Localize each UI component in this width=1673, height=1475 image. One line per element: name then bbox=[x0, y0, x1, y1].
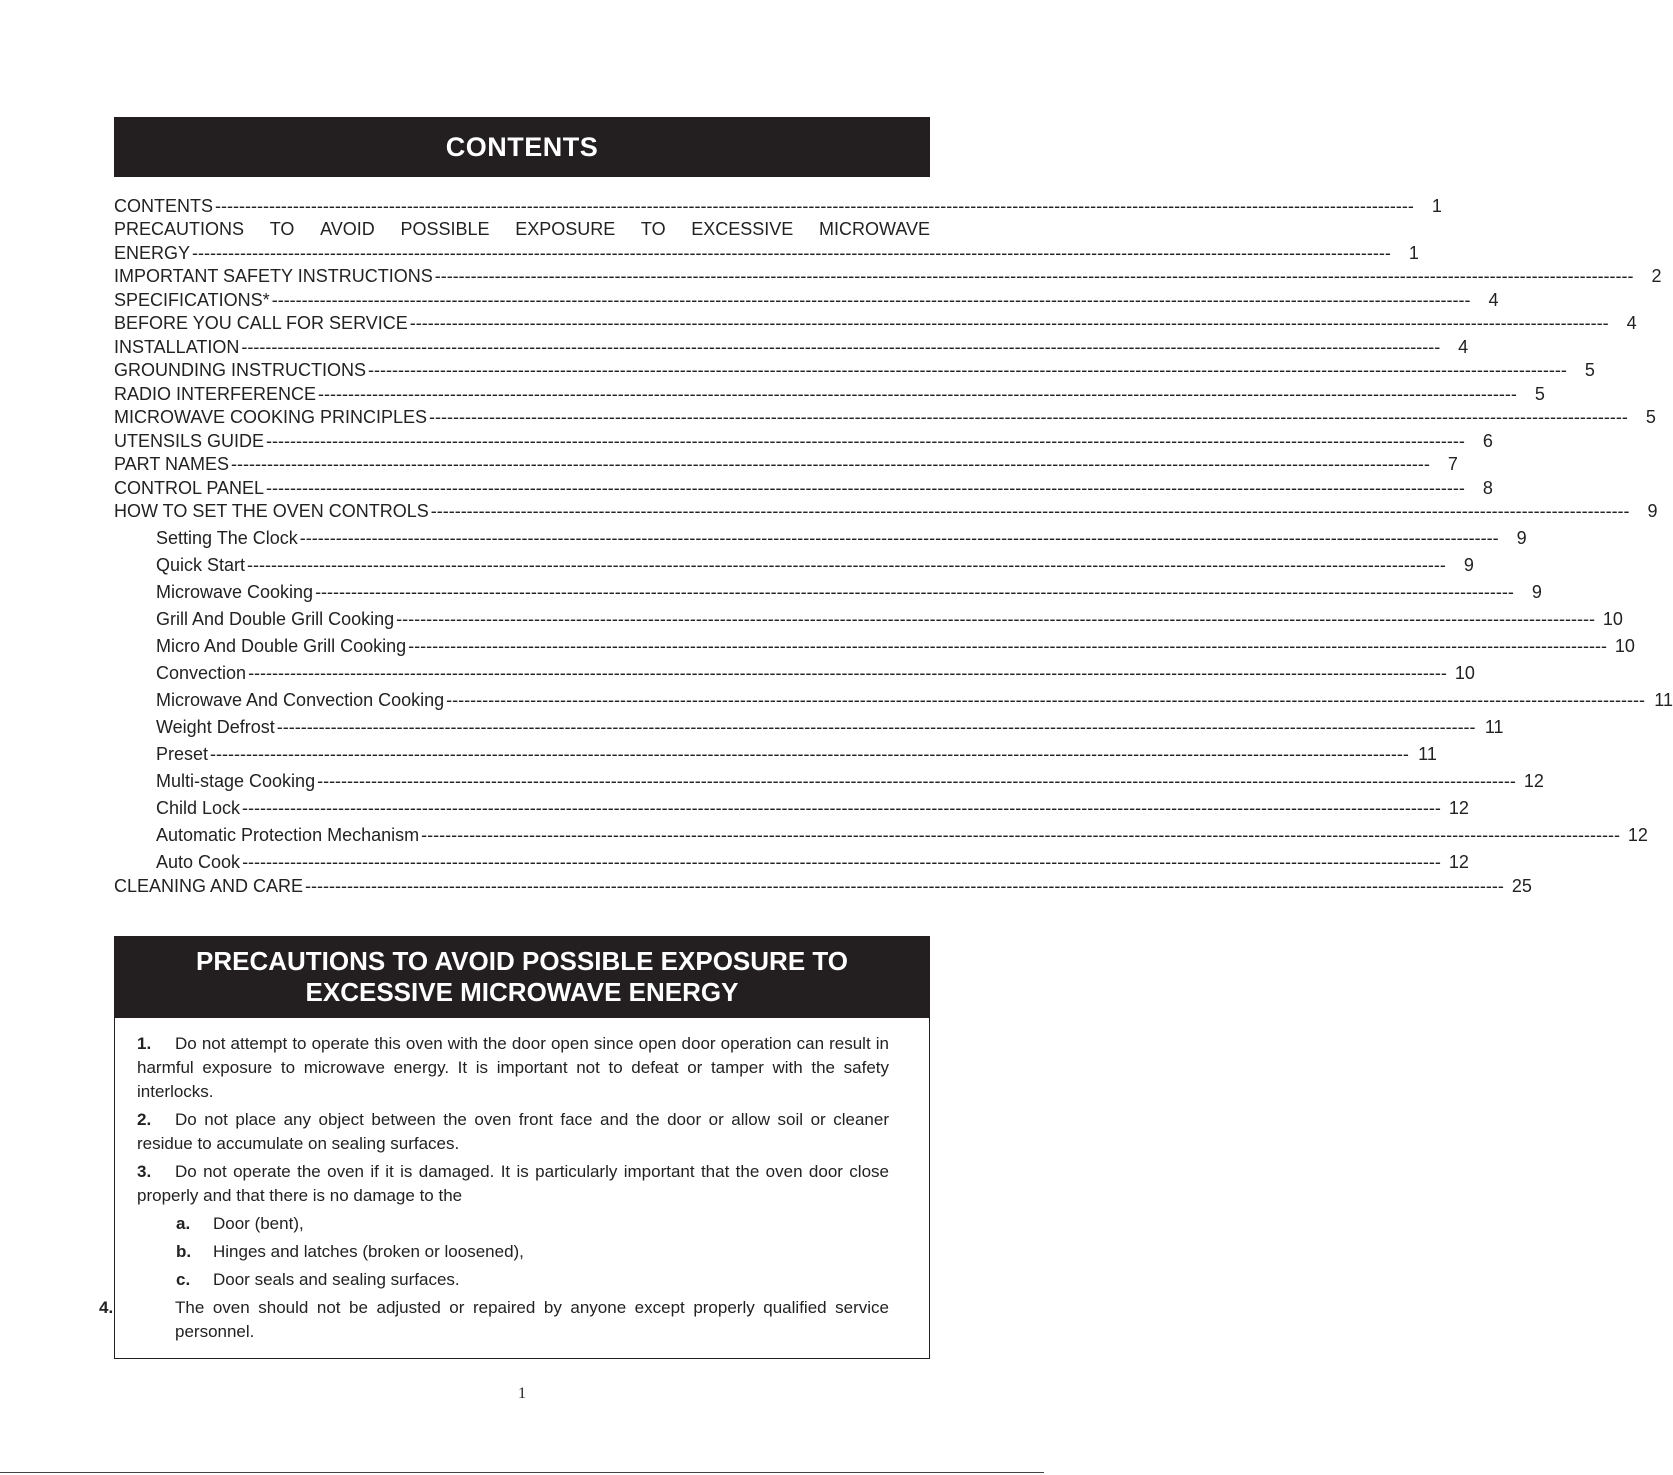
toc-entry-page: 4 bbox=[1626, 313, 1637, 333]
precaution-number: 3. bbox=[137, 1162, 152, 1181]
precaution-subitem-c bbox=[176, 1268, 460, 1292]
toc-entry-page: 1 bbox=[1431, 195, 1442, 216]
toc-entry-title: GROUNDING INSTRUCTIONS bbox=[114, 360, 366, 380]
toc-leader-dashes: -------------------------------------------------------------------------------------------------------------------------------------------------------------------------------------------------------- bbox=[248, 663, 1447, 683]
toc-entry bbox=[114, 499, 1658, 523]
toc-leader-dashes: -------------------------------------------------------------------------------------------------------------------------------------------------------------------------------------------------------- bbox=[247, 555, 1446, 575]
toc-entry-title: IMPORTANT SAFETY INSTRUCTIONS bbox=[114, 266, 433, 286]
toc-entry-title: Microwave And Convection Cooking bbox=[156, 690, 445, 710]
toc-entry-title: Child Lock bbox=[156, 798, 241, 818]
subitem-letter: a. bbox=[176, 1214, 191, 1233]
table-of-contents bbox=[114, 193, 1673, 897]
toc-entry-title: Convection bbox=[156, 663, 247, 683]
precaution-item-3 bbox=[137, 1160, 889, 1208]
toc-leader-dashes: -------------------------------------------------------------------------------------------------------------------------------------------------------------------------------------------------------- bbox=[421, 825, 1620, 845]
toc-entry-title: CONTENTS bbox=[114, 195, 213, 216]
toc-entry-page: 12 bbox=[1627, 825, 1648, 845]
toc-entry-page: 10 bbox=[1614, 636, 1635, 656]
toc-leader-dashes: -------------------------------------------------------------------------------------------------------------------------------------------------------------------------------------------------------- bbox=[276, 717, 1476, 737]
toc-entry bbox=[114, 311, 1637, 335]
toc-leader-dashes: -------------------------------------------------------------------------------------------------------------------------------------------------------------------------------------------------------- bbox=[241, 336, 1441, 357]
precaution-subitem-b bbox=[176, 1240, 524, 1264]
toc-entry bbox=[114, 358, 1595, 382]
toc-word: PRECAUTIONS bbox=[114, 219, 245, 239]
toc-word: POSSIBLE bbox=[400, 219, 490, 239]
toc-leader-dashes: -------------------------------------------------------------------------------------------------------------------------------------------------------------------------------------------------------- bbox=[192, 242, 1391, 263]
toc-entry-page: 9 bbox=[1463, 555, 1474, 575]
toc-leader-dashes: -------------------------------------------------------------------------------------------------------------------------------------------------------------------------------------------------------- bbox=[368, 360, 1567, 380]
toc-entry-page: 12 bbox=[1448, 798, 1469, 818]
precaution-item-4 bbox=[99, 1296, 889, 1344]
toc-subentry bbox=[114, 549, 1474, 576]
toc-entry-title: Multi-stage Cooking bbox=[156, 771, 316, 791]
toc-entry-title: HOW TO SET THE OVEN CONTROLS bbox=[114, 501, 429, 521]
toc-entry bbox=[114, 452, 1458, 476]
precaution-text: The oven should not be adjusted or repaired by anyone except properly qualified service personnel. bbox=[175, 1298, 889, 1341]
precautions-heading bbox=[114, 936, 930, 1018]
toc-entry-title: ENERGY bbox=[114, 242, 191, 263]
toc-entry bbox=[114, 334, 1469, 358]
precautions-heading-line1: PRECAUTIONS TO AVOID POSSIBLE EXPOSURE TO bbox=[195, 946, 849, 976]
contents-heading bbox=[114, 117, 930, 177]
toc-entry-page: 6 bbox=[1482, 430, 1493, 451]
toc-leader-dashes: -------------------------------------------------------------------------------------------------------------------------------------------------------------------------------------------------------- bbox=[315, 582, 1514, 602]
toc-entry bbox=[114, 264, 1662, 288]
toc-word: EXPOSURE bbox=[515, 219, 616, 239]
toc-entry-title: CONTROL PANEL bbox=[114, 477, 265, 498]
toc-entry-page: 4 bbox=[1488, 289, 1499, 310]
toc-entry-page: 11 bbox=[1484, 717, 1504, 737]
contents-heading-text: CONTENTS bbox=[445, 131, 599, 162]
toc-word: EXCESSIVE bbox=[691, 219, 794, 239]
toc-entry-title: Quick Start bbox=[156, 555, 246, 575]
toc-leader-dashes: -------------------------------------------------------------------------------------------------------------------------------------------------------------------------------------------------------- bbox=[231, 454, 1430, 474]
toc-entry-title: Preset bbox=[156, 744, 209, 764]
toc-leader-dashes: -------------------------------------------------------------------------------------------------------------------------------------------------------------------------------------------------------- bbox=[215, 195, 1414, 216]
toc-entry-title: Auto Cook bbox=[156, 852, 241, 872]
subitem-text: Hinges and latches (broken or loosened), bbox=[213, 1242, 524, 1261]
toc-subentry bbox=[114, 738, 1437, 765]
precaution-number: 4. bbox=[99, 1298, 114, 1317]
toc-entry-title: PART NAMES bbox=[114, 454, 230, 474]
toc-entry-page: 5 bbox=[1645, 407, 1656, 427]
toc-leader-dashes: -------------------------------------------------------------------------------------------------------------------------------------------------------------------------------------------------------- bbox=[318, 383, 1517, 404]
precaution-item-2 bbox=[137, 1108, 889, 1156]
precaution-text: Do not attempt to operate this oven with the door open since open door operation can result in harmful exposure to microwave energy. It is important not to defeat or tamper with the safety interlocks. bbox=[137, 1034, 889, 1101]
toc-entry bbox=[114, 475, 1493, 499]
toc-entry-title: Grill And Double Grill Cooking bbox=[156, 609, 395, 629]
precaution-item-1 bbox=[137, 1032, 889, 1104]
toc-entry-page: 1 bbox=[1408, 242, 1419, 263]
toc-entry-title: Automatic Protection Mechanism bbox=[156, 825, 420, 845]
toc-entry-page: 12 bbox=[1523, 771, 1544, 791]
page-number: 1 bbox=[518, 1385, 526, 1402]
toc-entry-page: 11 bbox=[1654, 690, 1673, 710]
toc-subentry bbox=[114, 657, 1475, 684]
bottom-rule bbox=[0, 1472, 1044, 1473]
toc-word: TO bbox=[269, 219, 295, 239]
toc-word: MICROWAVE bbox=[819, 219, 930, 239]
toc-leader-dashes: -------------------------------------------------------------------------------------------------------------------------------------------------------------------------------------------------------- bbox=[242, 798, 1441, 818]
toc-entry-title: Micro And Double Grill Cooking bbox=[156, 636, 407, 656]
precaution-text: Do not place any object between the oven front face and the door or allow soil or cleaner residue to accumulate on sealing surfaces. bbox=[137, 1110, 889, 1153]
toc-subentry bbox=[114, 603, 1623, 630]
toc-leader-dashes: -------------------------------------------------------------------------------------------------------------------------------------------------------------------------------------------------------- bbox=[434, 266, 1634, 286]
precautions-heading-line2: EXCESSIVE MICROWAVE ENERGY bbox=[305, 977, 739, 1007]
toc-entry-page: 10 bbox=[1602, 609, 1623, 629]
subitem-letter: b. bbox=[176, 1242, 192, 1261]
toc-entry-page: 5 bbox=[1584, 360, 1595, 380]
toc-entry-line bbox=[114, 217, 930, 241]
toc-entry bbox=[114, 193, 1442, 217]
toc-entry-title: RADIO INTERFERENCE bbox=[114, 383, 317, 404]
toc-entry-title: Weight Defrost bbox=[156, 717, 275, 737]
toc-word: AVOID bbox=[320, 219, 375, 239]
toc-entry-page: 9 bbox=[1531, 582, 1542, 602]
toc-leader-dashes: -------------------------------------------------------------------------------------------------------------------------------------------------------------------------------------------------------- bbox=[430, 501, 1630, 521]
toc-word: TO bbox=[640, 219, 666, 239]
precaution-subitem-a bbox=[176, 1212, 304, 1236]
toc-entry bbox=[114, 240, 1419, 264]
toc-leader-dashes: -------------------------------------------------------------------------------------------------------------------------------------------------------------------------------------------------------- bbox=[210, 744, 1409, 764]
toc-entry bbox=[114, 405, 1656, 429]
toc-subentry bbox=[114, 522, 1527, 549]
toc-subentry bbox=[114, 576, 1542, 603]
toc-entry-page: 2 bbox=[1651, 266, 1662, 286]
toc-entry-title: SPECIFICATIONS* bbox=[114, 289, 270, 310]
toc-leader-dashes: -------------------------------------------------------------------------------------------------------------------------------------------------------------------------------------------------------- bbox=[266, 430, 1465, 451]
toc-entry-page: 25 bbox=[1511, 875, 1532, 896]
subitem-text: Door (bent), bbox=[213, 1214, 304, 1233]
toc-entry bbox=[114, 287, 1499, 311]
toc-entry-title: INSTALLATION bbox=[114, 336, 240, 357]
toc-leader-dashes: -------------------------------------------------------------------------------------------------------------------------------------------------------------------------------------------------------- bbox=[396, 609, 1595, 629]
toc-entry bbox=[114, 381, 1545, 405]
precaution-number: 2. bbox=[137, 1110, 152, 1129]
toc-entry-page: 8 bbox=[1482, 477, 1493, 498]
toc-entry-title: MICROWAVE COOKING PRINCIPLES bbox=[114, 407, 428, 427]
toc-entry bbox=[114, 873, 1532, 897]
toc-entry-title: UTENSILS GUIDE bbox=[114, 430, 265, 451]
toc-leader-dashes: -------------------------------------------------------------------------------------------------------------------------------------------------------------------------------------------------------- bbox=[299, 528, 1499, 548]
toc-subentry bbox=[114, 765, 1544, 792]
toc-subentry bbox=[114, 819, 1648, 846]
toc-entry-page: 12 bbox=[1448, 852, 1469, 872]
precaution-number: 1. bbox=[137, 1034, 152, 1053]
toc-entry-page: 10 bbox=[1454, 663, 1475, 683]
toc-leader-dashes: -------------------------------------------------------------------------------------------------------------------------------------------------------------------------------------------------------- bbox=[266, 477, 1465, 498]
toc-entry-title: BEFORE YOU CALL FOR SERVICE bbox=[114, 313, 408, 333]
toc-leader-dashes: -------------------------------------------------------------------------------------------------------------------------------------------------------------------------------------------------------- bbox=[271, 289, 1471, 310]
toc-leader-dashes: -------------------------------------------------------------------------------------------------------------------------------------------------------------------------------------------------------- bbox=[408, 636, 1607, 656]
toc-entry-page: 9 bbox=[1516, 528, 1527, 548]
toc-entry-page: 11 bbox=[1418, 744, 1437, 764]
toc-entry bbox=[114, 428, 1493, 452]
toc-subentry bbox=[114, 846, 1469, 873]
toc-subentry bbox=[114, 684, 1673, 711]
precaution-text: Do not operate the oven if it is damaged. It is particularly important that the oven door close properly and that there is no damage to the bbox=[137, 1162, 889, 1205]
toc-leader-dashes: -------------------------------------------------------------------------------------------------------------------------------------------------------------------------------------------------------- bbox=[446, 690, 1645, 710]
subitem-letter: c. bbox=[176, 1270, 191, 1289]
toc-entry-page: 4 bbox=[1458, 336, 1469, 357]
toc-entry-page: 5 bbox=[1534, 383, 1545, 404]
toc-subentry bbox=[114, 792, 1469, 819]
toc-leader-dashes: -------------------------------------------------------------------------------------------------------------------------------------------------------------------------------------------------------- bbox=[409, 313, 1609, 333]
toc-subentry bbox=[114, 711, 1504, 738]
toc-entry-page: 9 bbox=[1647, 501, 1658, 521]
toc-leader-dashes: -------------------------------------------------------------------------------------------------------------------------------------------------------------------------------------------------------- bbox=[317, 771, 1516, 791]
toc-entry-title: Setting The Clock bbox=[156, 528, 298, 548]
toc-leader-dashes: -------------------------------------------------------------------------------------------------------------------------------------------------------------------------------------------------------- bbox=[305, 875, 1504, 896]
toc-entry-page: 7 bbox=[1447, 454, 1458, 474]
subitem-text: Door seals and sealing surfaces. bbox=[213, 1270, 460, 1289]
toc-entry-title: CLEANING AND CARE bbox=[114, 875, 304, 896]
toc-subentry bbox=[114, 630, 1635, 657]
toc-leader-dashes: -------------------------------------------------------------------------------------------------------------------------------------------------------------------------------------------------------- bbox=[429, 407, 1628, 427]
toc-entry-title: Microwave Cooking bbox=[156, 582, 314, 602]
toc-leader-dashes: -------------------------------------------------------------------------------------------------------------------------------------------------------------------------------------------------------- bbox=[242, 852, 1441, 872]
